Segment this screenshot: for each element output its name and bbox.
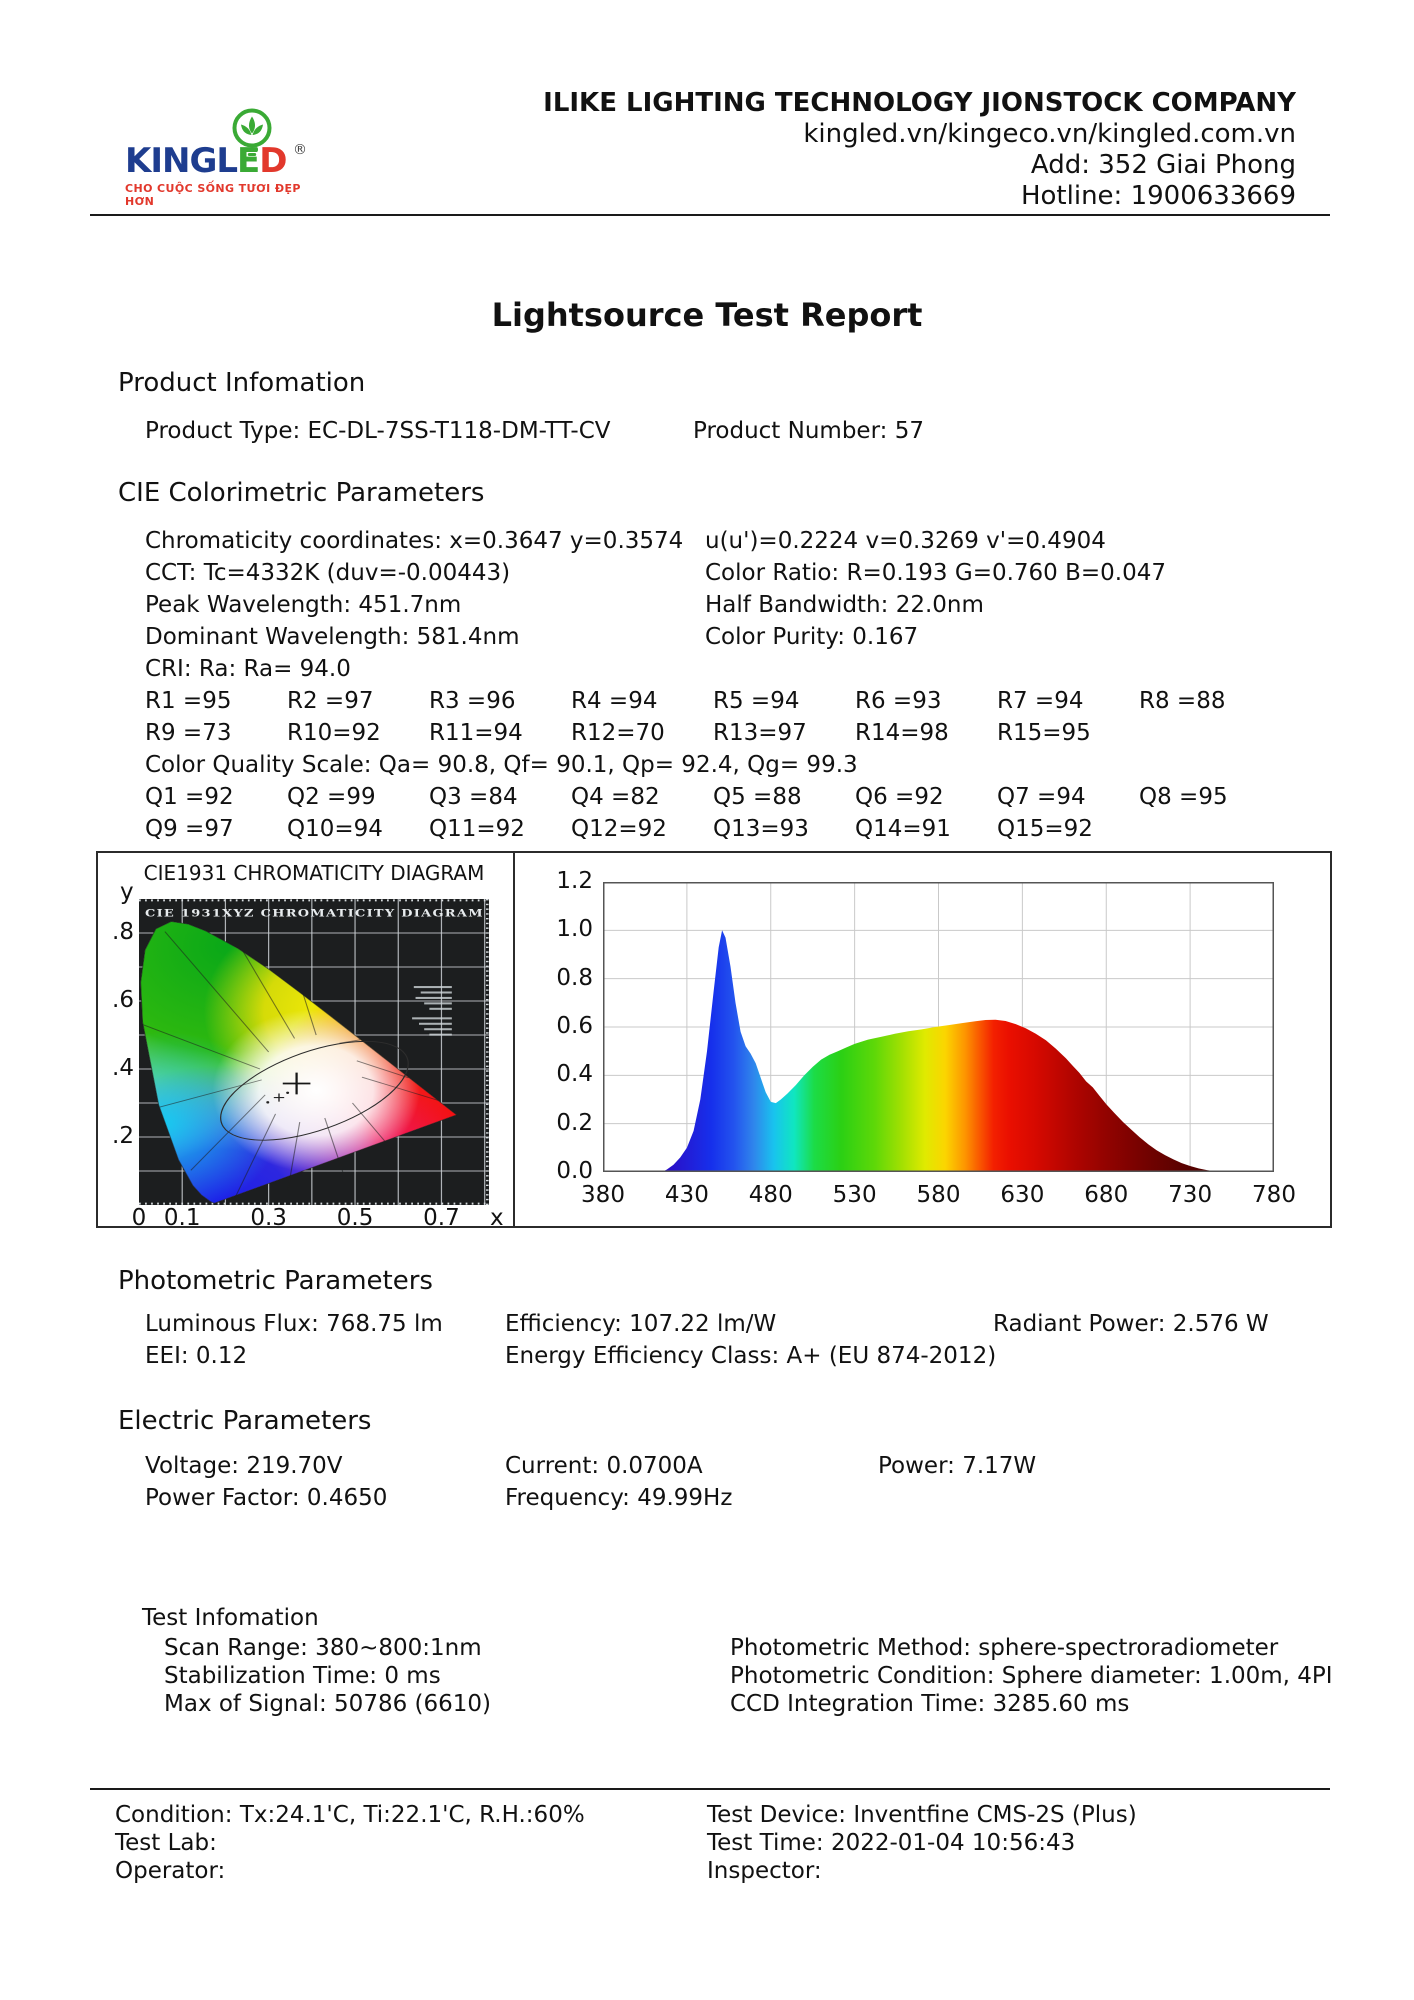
spectrum-y-tick: 0.6 bbox=[556, 1013, 593, 1039]
cie-chromaticity-chart bbox=[98, 853, 513, 1231]
uv-coordinates: u(u')=0.2224 v=0.3269 v'=0.4904 bbox=[705, 528, 1106, 554]
half-bandwidth: Half Bandwidth: 22.0nm bbox=[705, 592, 984, 618]
cie-y-tick: .2 bbox=[112, 1123, 134, 1149]
section-electric-heading: Electric Parameters bbox=[118, 1406, 372, 1436]
value-cell: R6 =93 bbox=[855, 688, 942, 714]
company-address: Add: 352 Giai Phong bbox=[1030, 150, 1296, 180]
product-number: Product Number: 57 bbox=[693, 418, 924, 444]
section-test-info-heading: Test Infomation bbox=[142, 1605, 319, 1631]
cqs-q9-q15-row bbox=[145, 816, 1139, 842]
section-photometric-heading: Photometric Parameters bbox=[118, 1266, 433, 1296]
eei-value: EEI: 0.12 bbox=[145, 1343, 248, 1369]
cie-x-tick: 0.3 bbox=[250, 1205, 287, 1231]
cie-x-tick: 0.1 bbox=[163, 1205, 201, 1231]
value-cell: Q9 =97 bbox=[145, 816, 234, 842]
footer-row-2 bbox=[0, 1830, 1414, 1860]
value-cell: Q14=91 bbox=[855, 816, 951, 842]
footer-rule bbox=[90, 1788, 1330, 1790]
value-cell: R12=70 bbox=[571, 720, 665, 746]
spectrum-y-tick: 0.2 bbox=[556, 1109, 593, 1136]
value-cell: Q1 =92 bbox=[145, 784, 234, 810]
logo-word-king: KINGL bbox=[125, 141, 238, 181]
logo-word-d: D bbox=[259, 141, 287, 181]
spectrum-x-tick: 530 bbox=[832, 1182, 877, 1208]
peak-wavelength: Peak Wavelength: 451.7nm bbox=[145, 592, 462, 618]
cie-x-axis-letter: x bbox=[490, 1205, 504, 1231]
value-cell: R14=98 bbox=[855, 720, 949, 746]
cie-cct-row bbox=[0, 560, 1414, 590]
efficiency: Efficiency: 107.22 lm/W bbox=[505, 1311, 777, 1337]
cqs-row bbox=[0, 752, 1414, 782]
spectrum-area bbox=[662, 930, 1232, 1172]
cqs-q1-q8-row bbox=[145, 784, 1281, 810]
inspector: Inspector: bbox=[707, 1858, 822, 1884]
spectrum-x-tick: 780 bbox=[1252, 1182, 1296, 1208]
spectrum-x-tick: 630 bbox=[1000, 1182, 1045, 1208]
charts-frame bbox=[96, 851, 1332, 1231]
test-condition: Condition: Tx:24.1'C, Ti:22.1'C, R.H.:60% bbox=[115, 1802, 585, 1828]
value-cell: Q15=92 bbox=[997, 816, 1093, 842]
footer-row-1 bbox=[0, 1802, 1414, 1832]
page-title: Lightsource Test Report bbox=[491, 296, 923, 334]
value-cell: Q13=93 bbox=[713, 816, 809, 842]
cie-y-axis-letter: y bbox=[120, 879, 134, 905]
ccd-integration-time: CCD Integration Time: 3285.60 ms bbox=[730, 1691, 1130, 1717]
energy-efficiency-class: Energy Efficiency Class: A+ (EU 874-2012) bbox=[505, 1343, 997, 1369]
spectrum-y-tick: 0.8 bbox=[556, 964, 593, 991]
section-product-heading: Product Infomation bbox=[118, 368, 366, 398]
photometric-method: Photometric Method: sphere-spectroradiometer bbox=[730, 1635, 1279, 1661]
value-cell: Q4 =82 bbox=[571, 784, 660, 810]
photometric-row-2 bbox=[0, 1343, 1414, 1373]
power: Power: 7.17W bbox=[878, 1453, 1037, 1479]
luminous-flux: Luminous Flux: 768.75 lm bbox=[145, 1311, 443, 1337]
spectrum-svg bbox=[603, 882, 1274, 1172]
logo-tagline: CHO CUỘC SỐNG TƯƠI ĐẸP HƠN bbox=[125, 182, 301, 208]
spectrum-x-tick: 680 bbox=[1084, 1182, 1129, 1208]
value-cell: R10=92 bbox=[287, 720, 381, 746]
test-lab: Test Lab: bbox=[115, 1830, 217, 1856]
value-cell: R4 =94 bbox=[571, 688, 658, 714]
cie-diagram-panel bbox=[139, 899, 489, 1205]
spectrum-y-tick: 1.2 bbox=[556, 868, 593, 894]
electric-row-2 bbox=[0, 1485, 1414, 1515]
photometric-row-1 bbox=[0, 1311, 1414, 1341]
power-factor: Power Factor: 0.4650 bbox=[145, 1485, 388, 1511]
cie-chart-title: CIE1931 CHROMATICITY DIAGRAM bbox=[143, 861, 485, 885]
value-cell: R3 =96 bbox=[429, 688, 516, 714]
company-name: ILIKE LIGHTING TECHNOLOGY JIONSTOCK COMPANY bbox=[543, 88, 1296, 118]
value-cell: R1 =95 bbox=[145, 688, 232, 714]
value-cell: R2 =97 bbox=[287, 688, 374, 714]
spectrum-x-tick: 730 bbox=[1168, 1182, 1213, 1208]
registered-mark: ® bbox=[293, 142, 307, 158]
cri-r1-r8-row bbox=[145, 688, 1281, 714]
value-cell: R11=94 bbox=[429, 720, 523, 746]
cie-y-tick: .4 bbox=[112, 1055, 134, 1081]
stabilization-time: Stabilization Time: 0 ms bbox=[164, 1663, 441, 1689]
header-contact-block bbox=[543, 88, 1296, 212]
value-cell: R8 =88 bbox=[1139, 688, 1226, 714]
test-info-row-3 bbox=[0, 1691, 1414, 1721]
operator: Operator: bbox=[115, 1858, 226, 1884]
spectrum-x-tick: 380 bbox=[581, 1182, 625, 1208]
spectrum-y-tick: 1.0 bbox=[556, 916, 593, 943]
test-time: Test Time: 2022-01-04 10:56:43 bbox=[707, 1830, 1076, 1856]
value-cell: R13=97 bbox=[713, 720, 807, 746]
cie-inner-title: CIE 1931XYZ CHROMATICITY DIAGRAM bbox=[144, 907, 484, 920]
cie-x-tick: 0.7 bbox=[423, 1205, 460, 1231]
scan-range: Scan Range: 380~800:1nm bbox=[164, 1635, 482, 1661]
spectrum-y-tick: 0.4 bbox=[556, 1061, 593, 1088]
cie-x-tick: 0 bbox=[131, 1205, 147, 1231]
photometric-condition: Photometric Condition: Sphere diameter: 1.00m, 4PI bbox=[730, 1663, 1333, 1689]
voltage: Voltage: 219.70V bbox=[145, 1453, 343, 1479]
value-cell: Q6 =92 bbox=[855, 784, 944, 810]
cri-row bbox=[0, 656, 1414, 686]
value-cell: R9 =73 bbox=[145, 720, 232, 746]
cri-r9-r15-row bbox=[145, 720, 1139, 746]
value-cell: Q10=94 bbox=[287, 816, 383, 842]
value-cell: R5 =94 bbox=[713, 688, 800, 714]
logo-word-e: E bbox=[237, 141, 260, 181]
color-purity: Color Purity: 0.167 bbox=[705, 624, 919, 650]
test-info-row-2 bbox=[0, 1663, 1414, 1693]
product-type: Product Type: EC-DL-7SS-T118-DM-TT-CV bbox=[145, 418, 611, 444]
cie-y-tick: .8 bbox=[112, 919, 134, 945]
value-cell: Q12=92 bbox=[571, 816, 667, 842]
color-ratio: Color Ratio: R=0.193 G=0.760 B=0.047 bbox=[705, 560, 1167, 586]
value-cell: Q3 =84 bbox=[429, 784, 518, 810]
cie-peak-row bbox=[0, 592, 1414, 622]
radiant-power: Radiant Power: 2.576 W bbox=[993, 1311, 1269, 1337]
footer-row-3 bbox=[0, 1858, 1414, 1888]
chromaticity-coordinates: Chromaticity coordinates: x=0.3647 y=0.3574 bbox=[145, 528, 684, 554]
value-cell: R7 =94 bbox=[997, 688, 1084, 714]
product-row bbox=[0, 418, 1414, 448]
value-cell: Q5 =88 bbox=[713, 784, 802, 810]
value-cell: Q8 =95 bbox=[1139, 784, 1228, 810]
spectrum-y-tick: 0.0 bbox=[556, 1158, 593, 1184]
test-info-row-1 bbox=[0, 1635, 1414, 1665]
max-of-signal: Max of Signal: 50786 (6610) bbox=[164, 1691, 492, 1717]
value-cell: Q11=92 bbox=[429, 816, 525, 842]
header-rule bbox=[90, 214, 1330, 216]
cri-ra: CRI: Ra: Ra= 94.0 bbox=[145, 656, 351, 682]
cie-diagram-svg bbox=[139, 899, 489, 1205]
section-cie-heading: CIE Colorimetric Parameters bbox=[118, 478, 485, 508]
company-website: kingled.vn/kingeco.vn/kingled.com.vn bbox=[803, 119, 1296, 149]
logo-wordmark bbox=[125, 141, 287, 181]
current: Current: 0.0700A bbox=[505, 1453, 703, 1479]
spectrum-x-tick: 430 bbox=[664, 1182, 709, 1208]
dominant-wavelength: Dominant Wavelength: 581.4nm bbox=[145, 624, 520, 650]
value-cell: R15=95 bbox=[997, 720, 1091, 746]
cie-y-tick: .6 bbox=[112, 987, 134, 1013]
cie-chroma-row bbox=[0, 528, 1414, 558]
value-cell: Q7 =94 bbox=[997, 784, 1086, 810]
cct-value: CCT: Tc=4332K (duv=-0.00443) bbox=[145, 560, 511, 586]
spectrum-chart bbox=[515, 853, 1332, 1226]
spectrum-x-tick: 480 bbox=[748, 1182, 793, 1208]
kingled-logo bbox=[115, 96, 325, 208]
color-quality-scale: Color Quality Scale: Qa= 90.8, Qf= 90.1, Qp= 92.4, Qg= 99.3 bbox=[145, 752, 858, 778]
company-hotline: Hotline: 1900633669 bbox=[1020, 181, 1296, 211]
frequency: Frequency: 49.99Hz bbox=[505, 1485, 733, 1511]
value-cell: Q2 =99 bbox=[287, 784, 376, 810]
spectrum-x-tick: 580 bbox=[916, 1182, 961, 1208]
cie-x-tick: 0.5 bbox=[336, 1205, 374, 1231]
cie-dominant-row bbox=[0, 624, 1414, 654]
test-device: Test Device: Inventfine CMS-2S (Plus) bbox=[707, 1802, 1137, 1828]
electric-row-1 bbox=[0, 1453, 1414, 1483]
